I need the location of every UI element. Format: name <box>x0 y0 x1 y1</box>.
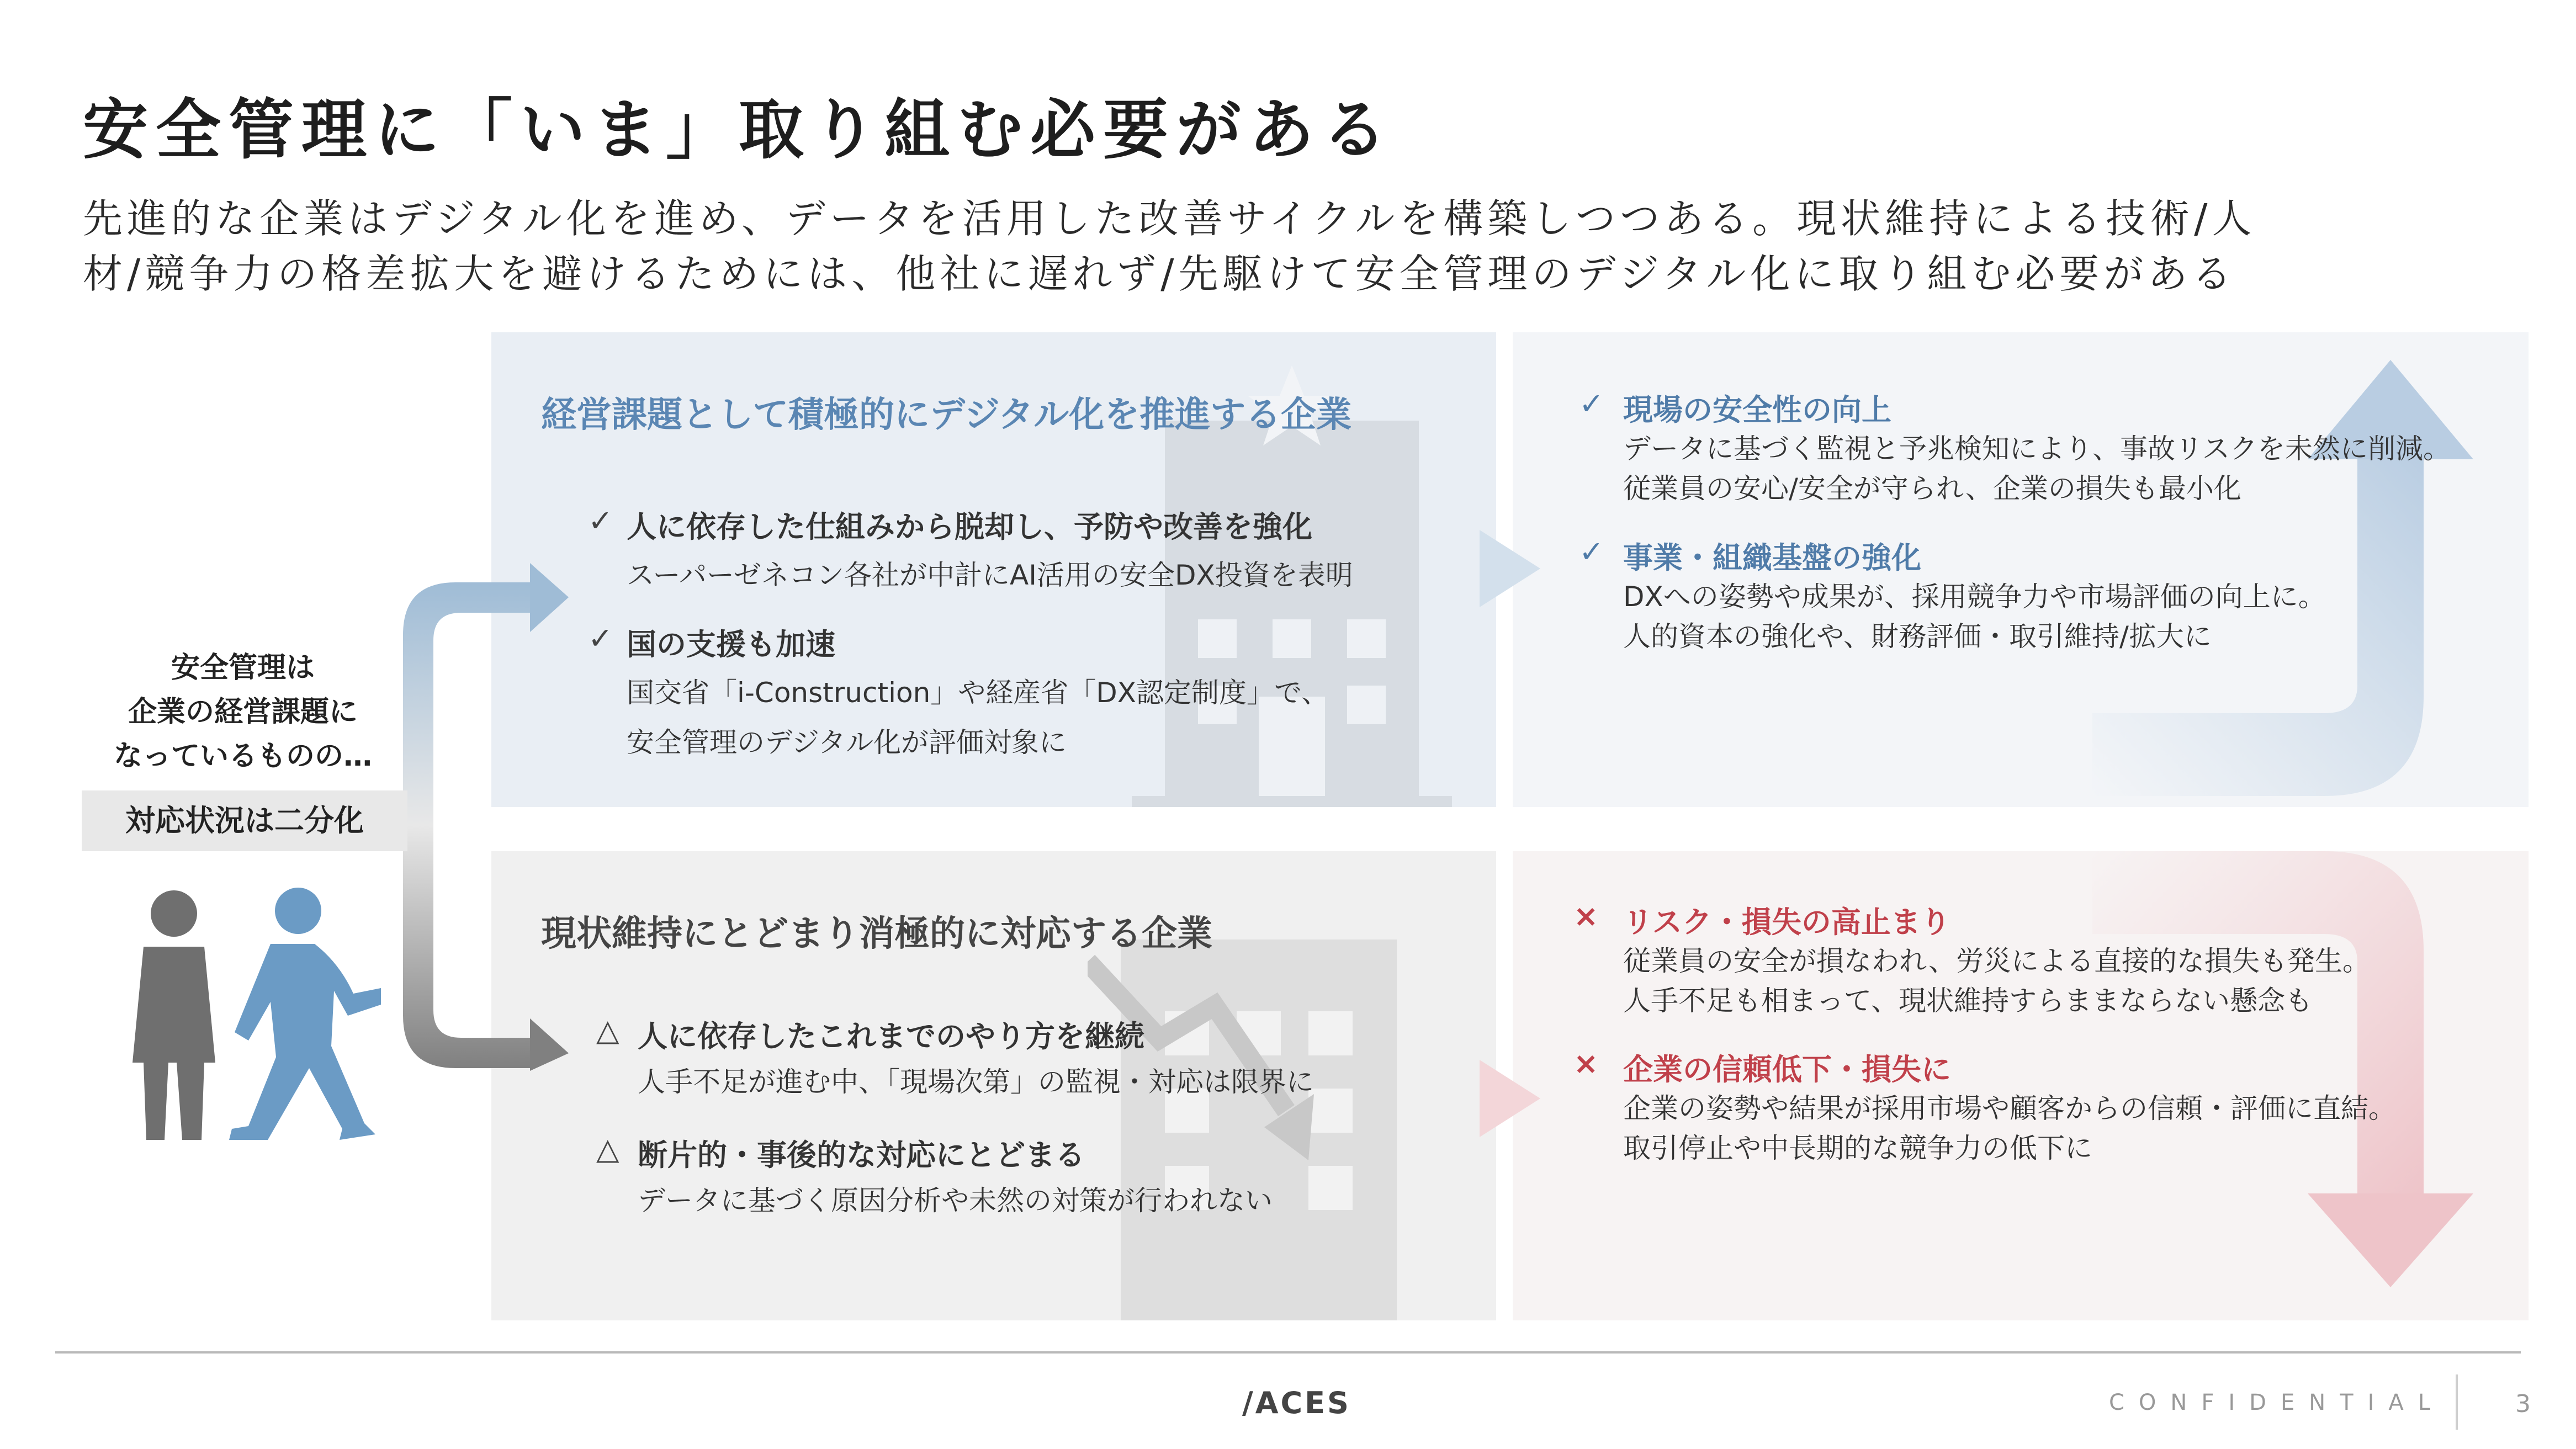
check-icon: ✓ <box>588 621 613 656</box>
proactive-item-body: スーパーゼネコン各社が中計にAI活用の安全DX投資を表明 <box>627 559 1353 591</box>
negative-result-body: 取引停止や中長期的な競争力の低下に <box>1623 1132 2092 1164</box>
triangle-icon: △ <box>596 1013 619 1048</box>
down-turn-arrow-icon <box>2092 851 2529 1293</box>
positive-result-body: 人的資本の強化や、財務評価・取引維持/拡大に <box>1623 620 2212 652</box>
passive-item-head: 断片的・事後的な対応にとどまる <box>638 1138 1085 1172</box>
proactive-item-head: 人に依存した仕組みから脱却し、予防や改善を強化 <box>627 509 1312 544</box>
confidential-label: CONFIDENTIAL <box>2109 1390 2445 1415</box>
passive-item-head: 人に依存したこれまでのやり方を継続 <box>638 1019 1144 1054</box>
lead-text-line-1: 先進的な企業はデジタル化を進め、データを活用した改善サイクルを構築しつつある。現状維持による技術/人 <box>83 195 2256 242</box>
right-arrow-bottom-icon <box>1480 1060 1540 1137</box>
question-line: 企業の経営課題に <box>128 696 358 729</box>
positive-result-head: 現場の安全性の向上 <box>1623 392 1891 427</box>
question-line: 安全管理は <box>171 651 315 684</box>
positive-result-body: データに基づく監視と予兆検知により、事故リスクを未然に削減。 <box>1623 433 2451 465</box>
cross-icon: × <box>1573 1046 1599 1081</box>
proactive-item-body: 国交省「i-Construction」や経産省「DX認定制度」で、 <box>627 677 1329 709</box>
passive-item-body: データに基づく原因分析や未然の対策が行われない <box>638 1185 1273 1217</box>
lead-text-line-2: 材/競争力の格差拡大を避けるためには、他社に遅れず/先駆けて安全管理のデジタル化に取り組む必要がある <box>83 251 2236 297</box>
positive-result-body: DXへの姿勢や成果が、採用競争力や市場評価の向上に。 <box>1623 581 2326 613</box>
right-arrow-top-icon <box>1480 530 1540 607</box>
business-people-icon <box>121 880 397 1151</box>
branch-arrow-icon <box>403 558 585 1071</box>
proactive-item-head: 国の支援も加速 <box>627 627 835 662</box>
question-line: なっているものの… <box>113 740 372 773</box>
check-icon: ✓ <box>1579 386 1604 421</box>
page-number: 3 <box>2515 1390 2531 1418</box>
footer-divider-line <box>55 1351 2521 1354</box>
negative-result-body: 人手不足も相まって、現状維持すらままならない懸念も <box>1623 985 2313 1017</box>
positive-result-head: 事業・組織基盤の強化 <box>1623 540 1921 575</box>
polarized-badge: 対応状況は二分化 <box>82 790 407 851</box>
negative-result-head: 企業の信頼低下・損失に <box>1623 1052 1951 1087</box>
cross-icon: × <box>1573 899 1599 933</box>
passive-heading: 現状維持にとどまり消極的に対応する企業 <box>541 914 1212 954</box>
passive-item-body: 人手不足が進む中、「現場次第」の監視・対応は限界に <box>638 1066 1314 1098</box>
footer-vertical-divider <box>2456 1374 2458 1430</box>
page-title: 安全管理に「いま」取り組む必要がある <box>83 92 1395 168</box>
proactive-item-body: 安全管理のデジタル化が評価対象に <box>627 726 1067 758</box>
company-logo: /ACES <box>1242 1386 1351 1420</box>
proactive-heading: 経営課題として積極的にデジタル化を推進する企業 <box>541 395 1352 436</box>
negative-result-body: 従業員の安全が損なわれ、労災による直接的な損失も発生。 <box>1623 945 2370 977</box>
situation-question <box>83 646 403 778</box>
positive-result-body: 従業員の安心/安全が守られ、企業の損失も最小化 <box>1623 473 2241 505</box>
check-icon: ✓ <box>588 503 613 538</box>
negative-result-body: 企業の姿勢や結果が採用市場や顧客からの信頼・評価に直結。 <box>1623 1092 2396 1124</box>
negative-result-head: リスク・損失の高止まり <box>1623 905 1950 940</box>
triangle-icon: △ <box>596 1132 619 1166</box>
check-icon: ✓ <box>1579 534 1604 569</box>
building-decline-icon <box>1088 928 1446 1320</box>
